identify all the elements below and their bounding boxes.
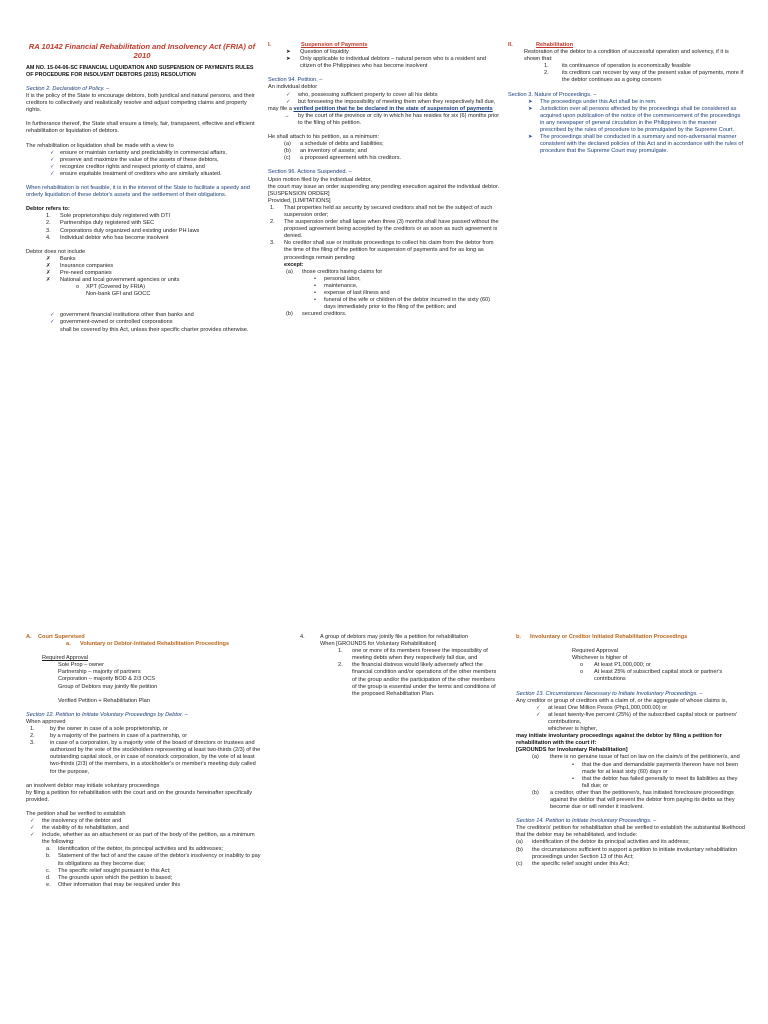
list-item: 1. That properties held as security by secured creditors shall not be the subject of such suspension order; — [270, 204, 493, 218]
bottom-column-2 — [300, 634, 500, 698]
list-item: Partnership – majority of partners — [58, 669, 141, 676]
circle-bullet-icon: o — [580, 669, 584, 676]
list-item: (a) a schedule of debts and liabilities; — [284, 141, 384, 148]
list-item: Non-bank GFI and GOCC — [86, 291, 151, 298]
verified-petition-line: Verified Petition + Rehabilitation Plan — [58, 697, 150, 704]
bottom-column-3 — [516, 634, 746, 868]
check-icon: ✓ — [50, 170, 55, 177]
list-item: ✓ government financial institutions other than banks and — [50, 312, 194, 319]
list-item: (a) identification of the debtor its principal activities and its address; — [516, 839, 690, 846]
cross-icon: ✗ — [46, 262, 51, 269]
individual-debtor: An individual debtor — [268, 84, 318, 91]
bullet-icon: • — [314, 275, 316, 282]
list-item: (a) those creditors having claims for — [286, 268, 383, 275]
list-item: ✗ Banks — [46, 255, 76, 262]
list-item: ✓ recognize creditor rights and respect priority of claims, and — [50, 163, 205, 170]
list-item: • personal labor, — [314, 275, 361, 282]
list-item: ✓ include, whether as an attachment or as part of the body of the petition, as a minimum the following: — [30, 832, 255, 846]
s14-paragraph: The creditor/s' petition for rehabilitation shall be verified to establish the substantial likelihood that the debtor may be rehabilitated, and include: — [516, 825, 745, 839]
list-item: o At least 25% of subscribed capital stock or partner's contributions — [580, 669, 723, 683]
section-2-heading: Section 2. Declaration of Policy. – — [26, 86, 110, 92]
heading-rehabilitation: II. Rehabilitation — [508, 42, 573, 48]
top-column-3 — [508, 42, 744, 155]
not-include-heading: Debtor does not include — [26, 248, 86, 255]
list-item: ➤ Question of liquidity — [286, 49, 349, 56]
list-item: (b) an inventory of assets; and — [284, 148, 367, 155]
list-item: 1. Sole proprietorships duly registered with DTI — [46, 213, 171, 220]
list-item: o XPT (Covered by FRIA) — [76, 284, 145, 291]
check-icon: ✓ — [30, 817, 35, 824]
list-item: • that the due and demandable payments thereon have not been made for at least sixty (60) days or — [572, 761, 739, 775]
check-icon: ✓ — [536, 704, 541, 711]
list-item: 2. its creditors can recover by way of the present value of payments, more if the debtor continues as a going concern — [544, 70, 744, 84]
list-item: (c) a proposed agreement with his creditors. — [284, 155, 402, 162]
list-item: 3. in case of a corporation, by a majority vote of the board of directors or trustees and authorized by the vote of the stockholders representing at least two-thirds (2/3) of the outstanding capital stock, or in case of nonstock corporation, by the vote of at least two-thirds (2/3) of the members, in a stockholder's or member's meeting duly called for the purpose, — [30, 740, 261, 775]
list-item: ✓ at least twenty-five percent (25%) of the subscribed capital stock or partners' contributions, — [536, 711, 738, 725]
cross-icon: ✗ — [46, 269, 51, 276]
bullet-icon: • — [314, 297, 316, 304]
list-item: • that the debtor has failed generally to meet its liabilities as they fall due; or — [572, 775, 738, 789]
list-item: ✗ Insurance companies — [46, 262, 114, 269]
document-title: RA 10142 Financial Rehabilitation and Insolvency Act (FRIA) of 2010 — [28, 42, 256, 60]
list-item: 4. A group of debtors may jointly file a petition for rehabilitation — [300, 634, 469, 640]
list-item: 1. one or more of its members foresee the impossibility of meeting debts when they respectively fall due, and — [338, 648, 488, 662]
check-icon: ✓ — [536, 711, 541, 718]
bullet-icon: • — [572, 761, 574, 768]
section-13-heading: Section 13. Circumstances Necessary to Initiate Involuntary Proceedings. – — [516, 690, 703, 697]
rehab-intro: Restoration of the debtor to a condition of successful operation and solvency, if it is shown that: — [524, 49, 729, 63]
grounds-when: When [GROUNDS for Voluntary Rehabilitation] — [320, 641, 437, 648]
list-item: 2. The suspension order shall lapse when three (3) months shall have passed without the proposed agreement being accepted by the creditors or as soon as such agreement is denied. — [270, 219, 499, 240]
policy-paragraph-1: It is the policy of the State to encourage debtors, both juridical and natural persons, and their creditors to collectively and realistically resolve and adjust competing claims and property rights. — [26, 93, 255, 114]
bullet-icon: • — [314, 290, 316, 296]
list-item: 3. No creditor shall sue or institute proceedings to collect his claim from the debtor from the time of the filing of the petition for suspension of payments and for as long as proceedings remain pending — [270, 240, 494, 261]
verified-heading: The petition shall be verified to establish — [26, 810, 126, 817]
s96-line-3: Provided, [LIMITATIONS] — [268, 197, 331, 204]
list-item: ➤ The proceedings shall be conducted in a summary and non-adversarial manner consistent with the declared policies of this Act and in accordance with the rules of procedure that the Supreme Court may promulgate. — [528, 134, 744, 155]
list-item: ✓ ensure equitable treatment of creditors who are similarly situated. — [50, 170, 222, 177]
check-icon: ✓ — [286, 98, 291, 105]
list-item: ✓ at least One Million Pesos (Php1,000,000.00) or — [536, 704, 668, 711]
list-item: ➤ Only applicable to individual debtors – natural person who is a resident and citizen of the Philippines who has become insolvent — [286, 56, 486, 70]
list-item: ✓ but foreseeing the impossibility of meeting them when they respectively fall due, — [286, 98, 496, 105]
list-item: • maintenance, — [314, 282, 358, 289]
list-item: • expense of last illness and — [314, 290, 390, 296]
arrow-bullet-icon: ➤ — [286, 49, 291, 56]
section-94-heading: Section 94. Petition. – — [268, 77, 323, 84]
list-item: Sole Prop – owner — [58, 662, 105, 669]
list-item: Corporation – majority BOD & 2/3 OCS — [58, 676, 155, 683]
bullet-icon: • — [314, 282, 316, 289]
cross-icon: ✗ — [46, 277, 51, 284]
policy-paragraph-2: In furtherance thereof, the State shall ensure a timely, fair, transparent, effective and efficient rehabilitation or liquidation of debtors. — [26, 121, 255, 135]
check-icon: ✓ — [50, 156, 55, 163]
circle-bullet-icon: o — [580, 662, 584, 669]
list-item: • funeral of the wife or children of the debtor incurred in the sixty (60) days immediately prior to the filing of the petition; and — [314, 297, 491, 311]
grounds-involuntary: [GROUNDS for Involuntary Rehabilitation] — [516, 747, 628, 754]
circle-bullet-icon: o — [76, 284, 80, 291]
s13-intro: Any creditor or group of creditors with a claim of, or the aggregate of whose claims is, — [516, 697, 728, 704]
insolvent-line-2: by filing a petition for rehabilitation with the court and on the grounds hereinafter specifically provided. — [26, 789, 253, 803]
list-item: ➤ Jurisdiction over all persons affected by the proceedings shall be considered as acquired upon publication of the notice of the commencement of the proceedings in any newspaper of general circulation in the Philippines in the manner prescribed by the rules of procedure to be promulgated by the Supreme Court. — [528, 105, 741, 134]
bullet-icon: • — [572, 775, 574, 782]
check-icon: ✓ — [50, 312, 55, 319]
except-label: except: — [284, 261, 304, 268]
arrow-bullet-icon: ➤ — [286, 56, 291, 63]
list-item: ✗ Pre-need companies — [46, 269, 112, 276]
gov-tail: shall be covered by this Act, unless their specific charter provides otherwise. — [60, 326, 249, 333]
list-item: b. Statement of the fact of and the cause of the debtor's insolvency or inability to pay its obligations as they become due; — [46, 853, 261, 867]
insolvent-line-1: an insolvent debtor may initiate voluntary proceedings — [26, 782, 160, 789]
bottom-column-1 — [26, 634, 262, 889]
list-item: (b) a creditor, other than the petitioner/s, has initiated foreclosure proceedings against the debtor that will prevent the debtor from paying its debts as they become due or will render it insolvent. — [532, 789, 735, 811]
list-item: 1. by the owner in case of a sole proprietorship, or — [30, 725, 168, 732]
policy-paragraph-3: The rehabilitation or liquidation shall be made with a view to — [26, 142, 174, 149]
list-item: Group of Debtors may jointly file petition — [58, 683, 158, 690]
liquidation-paragraph: When rehabilitation is not feasible, it is in the interest of the State to facilitate a speedy and orderly liquidation of these debtor's assets and the settlement of their obligations. — [26, 185, 250, 199]
may-file: may file a verified petition that he be declared in the state of suspension of payments — [268, 105, 493, 112]
check-icon: ✓ — [50, 149, 55, 156]
s96-line-2: the court may issue an order suspending any pending execution against the individual debtor. [SUSPENSION ORDER] — [268, 183, 500, 197]
court-supervised-heading: A. Court Supervised — [26, 634, 85, 640]
required-approval: Required Approval — [572, 648, 619, 655]
list-item: ✗ National and local government agencies or units — [46, 277, 180, 284]
section-12-heading: Section 12. Petition to Initiate Voluntary Proceedings by Debtor. – — [26, 711, 188, 718]
list-item: 4. Individual debtor who has become insolvent — [46, 234, 169, 241]
check-icon: ✓ — [30, 832, 35, 839]
list-item: (a) there is no genuine issue of fact on law on the claim/s of the petitioner/s, and — [532, 754, 740, 761]
list-item: ➤ The proceedings under this Act shall be in rem. — [528, 98, 657, 105]
check-icon: ✓ — [286, 91, 291, 98]
list-item: ✓ the viability of its rehabilitation, and — [30, 825, 129, 832]
list-item: (c) the specific relief sought under this Act; — [516, 860, 630, 867]
list-item: 3. Corporations duly organized and existing under PH laws — [46, 227, 200, 234]
section-96-heading: Section 96. Actions Suspended. – — [268, 169, 352, 176]
involuntary-heading: b. Involuntary or Creditor Initiated Rehabilitation Proceedings — [516, 634, 688, 640]
list-item: 2. the financial distress would likely adversely affect the financial condition and/or operations of the other members of the group and/or the participation of the other members of the group is essential under the terms and conditions of the proposed Rehabilitation Plan. — [338, 662, 497, 697]
cross-icon: ✗ — [46, 255, 51, 262]
top-column-2 — [268, 42, 500, 318]
list-item: → by the court of the province or city in which he has resides for six (6) months prior to the filing of his petition. — [284, 112, 500, 126]
arrow-right-icon: → — [284, 112, 290, 119]
list-item: 2. by a majority of the partners in case of a partnership, or — [30, 733, 188, 740]
list-item: ✓ who, possessing sufficient property to cover all his debts — [286, 91, 438, 98]
list-item: 2. Partnerships duly registered with SEC — [46, 220, 155, 227]
list-item: ✓ ensure or maintain certainty and predictability in commercial affairs, — [50, 149, 227, 156]
when-approved: When approved — [26, 718, 66, 725]
arrow-bullet-icon: ➤ — [528, 134, 533, 141]
list-item: a. Identification of the debtor, its principal activities and its addresses; — [46, 846, 224, 853]
list-item: c. The specific relief sought pursuant to this Act; — [46, 867, 171, 874]
whichever-higher: whichever is higher, — [548, 726, 598, 733]
whichever-line: Whichever is higher of — [572, 655, 628, 662]
list-item: ✓ government-owned or controlled corporations — [50, 319, 173, 326]
required-approval: Required Approval — [42, 655, 89, 662]
check-icon: ✓ — [50, 319, 55, 326]
arrow-bullet-icon: ➤ — [528, 98, 533, 105]
arrow-bullet-icon: ➤ — [528, 105, 533, 112]
list-item: d. The grounds upon which the petition is based; — [46, 874, 173, 881]
top-column-1 — [26, 42, 258, 334]
list-item: 1. its continuance of operation is economically feasible — [544, 63, 691, 70]
list-item: ✓ preserve and maximize the value of the assets of these debtors, — [50, 156, 219, 163]
check-icon: ✓ — [30, 825, 35, 832]
list-item: o At least P1,000,000; or — [580, 662, 651, 669]
attach-heading: He shall attach to his petition, as a minimum: — [268, 134, 379, 141]
list-item: ✓ the insolvency of the debtor and — [30, 817, 122, 824]
list-item: e. Other information that may be required under this — [46, 881, 181, 888]
check-icon: ✓ — [50, 163, 55, 170]
section-3-heading: Section 3. Nature of Proceedings. – — [508, 91, 597, 98]
may-initiate: may initiate involuntary proceedings against the debtor by filing a petition for rehabilitation with the court if: — [516, 733, 722, 747]
debtor-heading: Debtor refers to: — [26, 206, 70, 213]
list-item: (b) the circumstances sufficient to support a petition to initiate involuntary rehabilitation proceedings under Section 13 of this Act; — [516, 846, 738, 860]
document-subtitle: AM NO. 15-04-06-SC FINANCIAL LIQUIDATION AND SUSPENSION OF PAYMENTS RULES OF PROCEDURE FOR INSOLVENT DEBTORS (2015) RESOLUTION — [26, 65, 254, 78]
voluntary-heading: a. Voluntary or Debtor-Initiated Rehabilitation Proceedings — [66, 641, 230, 648]
section-14-heading: Section 14. Petition to Initiate Involuntary Proceedings. – — [516, 818, 657, 825]
list-item: (b) secured creditors. — [286, 311, 347, 318]
heading-suspension: I. Suspension of Payments — [268, 42, 368, 48]
s96-line-1: Upon motion filed by the individual debtor, — [268, 176, 372, 183]
